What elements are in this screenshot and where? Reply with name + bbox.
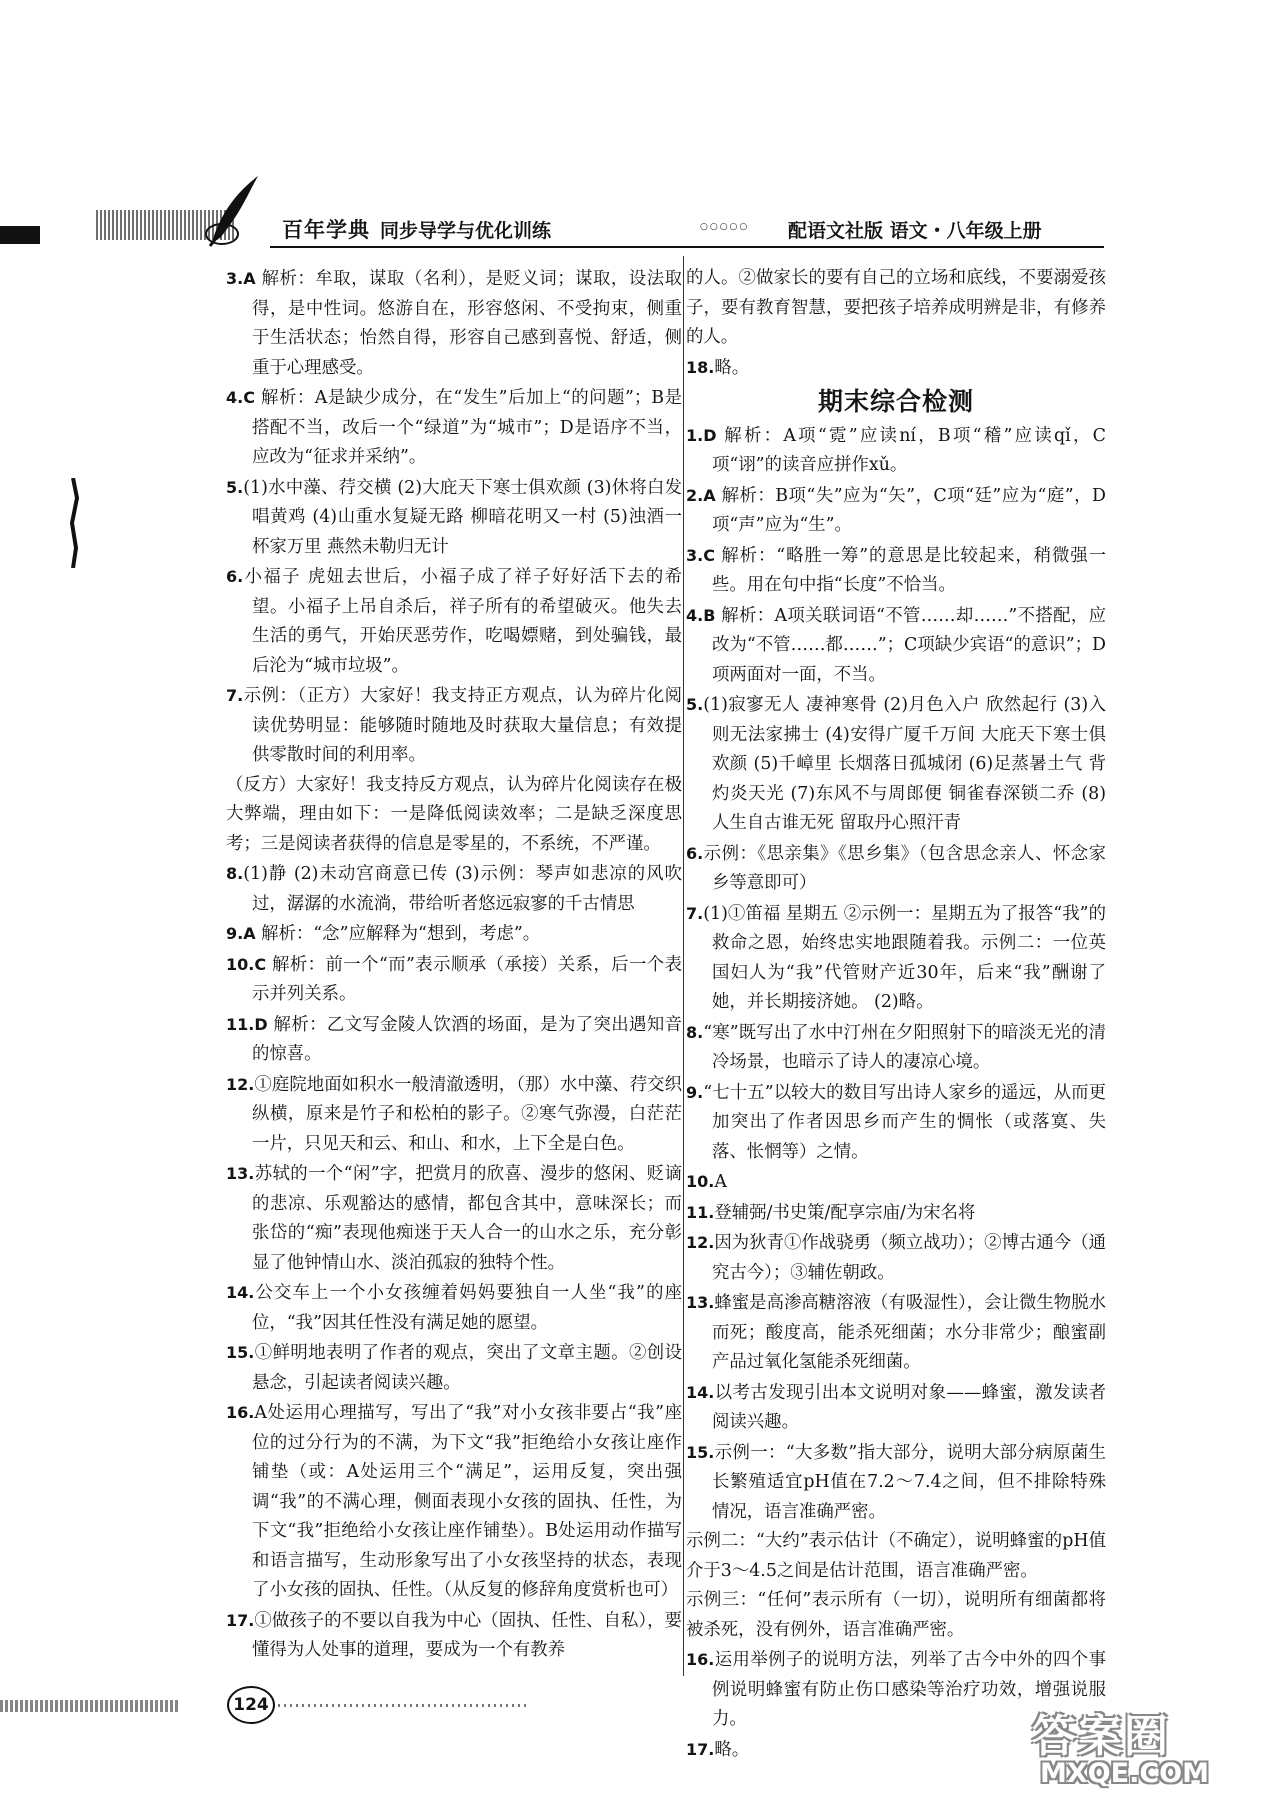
answer-number: 1.D [686,425,717,445]
answer-item [686,601,1106,691]
answer-item [226,1070,682,1160]
answer-text: 解析：前一个“而”表示顺承（承接）关系，后一个表示并列关系。 [252,954,682,1004]
answer-item [686,1018,1106,1078]
answer-number: 16. [686,1650,715,1669]
answer-item [226,859,682,919]
answer-item [686,1078,1106,1168]
answer-text: 苏轼的一个“闲”字，把赏月的欣喜、漫步的悠闲、贬谪的悲凉、乐观豁达的感情，都包含其中，意味深长；而张岱的“痴”表现他痴迷于天人合一的山水之乐，充分彰显了他钟情山水、淡泊孤寂的独特个性。 [252,1164,682,1273]
book-title: 百年学典 [282,218,370,242]
answer-number: 11.D [226,1014,268,1034]
answer-item [686,839,1106,899]
answer-text: 以考古发现引出本文说明对象——蜂蜜，激发读者阅读兴趣。 [712,1382,1106,1432]
answer-item [226,264,682,383]
answer-item [226,950,682,1010]
answer-text: (1)静 (2)未动宫商意已传 (3)示例：琴声如悲凉的风吹过，潺潺的水流淌，带给听者悠远寂寥的千古情思 [243,864,682,914]
answer-item [226,919,682,950]
answer-number: 17. [226,1610,255,1630]
edition-label: 配语文社版 语文・八年级上册 [788,220,1042,242]
page-number: 124 [227,1686,275,1724]
answer-item [686,1167,1106,1198]
answer-text: ①庭院地面如积水一般清澈透明，（那）水中藻、荇交织纵横，原来是竹子和松柏的影子。②寒气弥漫，白茫茫一片，只见天和云、和山、和水，上下全是白色。 [252,1074,682,1154]
answer-item [686,1288,1106,1378]
answer-text: 解析：牟取，谋取（名利），是贬义词；谋取，设法取得，是中性词。悠游自在，形容悠闲、不受拘束，侧重于生活状态；怡然自得，形容自己感到喜悦、舒适，侧重于心理感受。 [252,269,682,378]
answer-text: 运用举例子的说明方法，列举了古今中外的四个事例说明蜂蜜有防止伤口感染等治疗功效，增强说服力。 [712,1650,1106,1729]
answer-text: 因为狄青①作战骁勇（频立战功）；②博古通今（通究古今）；③辅佐朝政。 [712,1233,1106,1283]
answer-number: 12. [226,1074,255,1094]
answer-number: 15. [686,1442,715,1462]
answer-text: 解析：“念”应解释为“想到，考虑”。 [255,924,541,944]
answer-number: 12. [686,1233,715,1252]
answer-number: 9. [686,1082,704,1102]
right-column [686,264,1106,1765]
answer-text: 解析：“略胜一筹”的意思是比较起来，稍微强一些。用在句中指“长度”不恰当。 [712,545,1106,595]
answer-number: 7. [686,903,704,923]
answer-item [686,690,1106,839]
answer-continuation: 示例三：“任何”表示所有（一切），说明所有细菌都将被杀死，没有例外，语言准确严密。 [686,1590,1106,1640]
answer-item [686,421,1106,481]
answer-number: 3.A [226,269,256,288]
footer-decoration [0,1700,180,1712]
answer-item [226,681,682,771]
binding-mark [66,478,80,568]
answer-text: 解析：A项“霓”应读ní，B项“稽”应读qǐ，C项“诩”的读音应拼作xǔ。 [712,425,1106,475]
answer-text: “寒”既写出了水中汀州在夕阳照射下的暗淡无光的清冷场景，也暗示了诗人的凄凉心境。 [703,1022,1106,1072]
answer-item [686,1198,1106,1229]
answer-item [226,1398,682,1606]
answer-text: 略。 [714,357,750,378]
answer-item [686,541,1106,601]
answer-number: 13. [686,1293,715,1312]
answer-item [686,899,1106,1018]
answer-text: 示例：（正方）大家好！我支持正方观点，认为碎片化阅读优势明显：能够随时随地及时获取大量信息；有效提供零散时间的利用率。 [243,686,682,765]
answer-text: A处运用心理描写，写出了“我”对小女孩非要占“我”座位的过分行为的不满，为下文“我”拒绝给小女孩让座作铺垫（或：A处运用三个“满足”，运用反复，突出强调“我”的不满心理，侧面表现小女孩的固执、任性，为下文“我”拒绝给小女孩让座作铺垫）。B处运用动作描写和语言描写，生动形象写出了小女孩坚持的状态，表现了小女孩的固执、任性。（从反复的修辞角度赏析也可） [252,1403,682,1600]
watermark-url: MXQE.COM [1040,1758,1209,1789]
margin-bar [0,226,40,244]
answer-text: 示例一：“大多数”指大部分，说明大部分病原菌生长繁殖适宜pH值在7.2～7.4之间，但不排除特殊情况，语言准确严密。 [712,1442,1106,1522]
answer-text: (1)寂寥无人 凄神寒骨 (2)月色入户 欣然起行 (3)入则无法家拂士 (4)安得广厦千万间 大庇天下寒士俱欢颜 (5)千嶂里 长烟落日孤城闭 (6)足蒸暑土气 背灼炎天光 (7)东风不与周郎便 铜雀春深锁二乔 (8)人生自古谁无死 留取丹心照汗青 [703,695,1106,833]
answer-number: 8. [686,1022,704,1042]
answer-text: 登辅弼/书史策/配享宗庙/为宋名将 [714,1202,976,1223]
answer-item [226,1278,682,1338]
answer-text: 公交车上一个小女孩缠着妈妈要独自一人坐“我”的座位，“我”因其任性没有满足她的愿望。 [252,1283,682,1333]
answer-text: (1)水中藻、荇交横 (2)大庇天下寒士俱欢颜 (3)休将白发唱黄鸡 (4)山重水复疑无路 柳暗花明又一村 (5)浊酒一杯家万里 燕然未勒归无计 [243,477,682,557]
answer-item [226,1338,682,1398]
answer-number: 7. [226,686,244,705]
answer-text: 解析：A项关联词语“不管……却……”不搭配，应改为“不管……都……”；C项缺少宾语“的意识”；D项两面对一面，不当。 [712,605,1106,685]
footer-dots [278,1704,528,1707]
answer-text: 示例：《思亲集》《思乡集》（包含思念亲人、怀念家乡等意即可） [703,843,1106,893]
header-rule [270,246,1104,248]
answer-item [686,1228,1106,1288]
answer-text: 蜂蜜是高渗高糖溶液（有吸湿性），会让微生物脱水而死；酸度高，能杀死细菌；水分非常少；酿蜜副产品过氧化氢能杀死细菌。 [712,1293,1106,1372]
answer-continuation: 的人。②做家长的要有自己的立场和底线，不要溺爱孩子，要有教育智慧，要把孩子培养成明辨是非，有修养的人。 [686,268,1106,347]
answer-text: 解析：乙文写金陵人饮酒的场面，是为了突出遇知音的惊喜。 [252,1014,682,1064]
answer-text: (1)①笛福 星期五 ②示例一：星期五为了报答“我”的救命之恩，始终忠实地跟随着我。示例二：一位英国妇人为“我”代管财产近30年，后来“我”酬谢了她，并长期接济她。 (2)略。 [703,903,1106,1012]
answer-text: “七十五”以较大的数目写出诗人家乡的遥远，从而更加突出了作者因思乡而产生的惆怅（或落寞、失落、怅惘等）之情。 [703,1082,1106,1162]
quill-icon [200,172,270,252]
answer-number: 5. [226,477,244,497]
answer-number: 13. [226,1164,255,1183]
answer-text: ①鲜明地表明了作者的观点，突出了文章主题。②创设悬念，引起读者阅读兴趣。 [252,1343,682,1393]
answer-number: 15. [226,1343,255,1362]
column-divider [683,256,684,1676]
answer-number: 6. [686,843,704,863]
answer-item [686,481,1106,541]
answer-item [686,1438,1106,1528]
answer-item [226,1159,682,1278]
answer-number: 17. [686,1739,715,1759]
answer-text: ①做孩子的不要以自我为中心（固执、任性、自私），要懂得为人处事的道理，要成为一个有教养 [252,1610,682,1660]
answer-number: 2.A [686,485,716,505]
answer-number: 9.A [226,924,256,943]
answer-number: 8. [226,864,244,883]
answer-item [226,562,682,681]
answer-text: A [714,1172,727,1192]
answer-number: 3.C [686,545,715,565]
answer-item [226,1606,682,1666]
answer-number: 4.B [686,605,716,625]
answer-text: 小福子 虎妞去世后，小福子成了祥子好好活下去的希望。小福子上吊自杀后，祥子所有的希望破灭。他失去生活的勇气，开始厌恶劳作，吃喝嫖赌，到处骗钱，最后沦为“城市垃圾”。 [243,567,682,676]
answer-continuation: 示例二：“大约”表示估计（不确定），说明蜂蜜的pH值介于3～4.5之间是估计范围，语言准确严密。 [686,1531,1106,1581]
answer-number: 18. [686,357,715,377]
section-title: 期末综合检测 [817,387,974,416]
answer-continuation: （反方）大家好！我支持反方观点，认为碎片化阅读存在极大弊端，理由如下：一是降低阅读效率；二是缺乏深度思考；三是阅读者获得的信息是零星的，不系统，不严谨。 [226,774,682,854]
answer-text: 解析：A是缺少成分，在“发生”后加上“的问题”；B是搭配不当，改后一个“绿道”为“城市”；D是语序不当，应改为“征求并采纳”。 [252,388,682,467]
answer-number: 11. [686,1202,715,1222]
answer-number: 6. [226,567,244,586]
header-dots: ○○○○○ [700,222,750,232]
answer-item [226,473,682,563]
final-exam-answers [686,421,1106,1766]
answer-item [686,1378,1106,1438]
answer-item [226,383,682,473]
answer-item [226,1010,682,1070]
book-subtitle: 同步导学与优化训练 [380,220,552,242]
answer-text: 解析：B项“失”应为“矢”，C项“廷”应为“庭”，D项“声”应为“生”。 [712,485,1106,535]
answer-number: 10.C [226,954,267,974]
left-column [226,264,682,1666]
answer-number: 14. [226,1283,255,1302]
right-column-continued [686,264,1106,383]
answer-number: 10. [686,1172,715,1191]
answer-number: 14. [686,1382,715,1402]
answer-number: 4.C [226,388,255,407]
answer-number: 5. [686,695,704,714]
watermark-logo: 答案圈 [1032,1711,1170,1762]
answer-item [686,353,1106,384]
answer-number: 16. [226,1403,255,1422]
answer-text: 略。 [714,1739,750,1760]
